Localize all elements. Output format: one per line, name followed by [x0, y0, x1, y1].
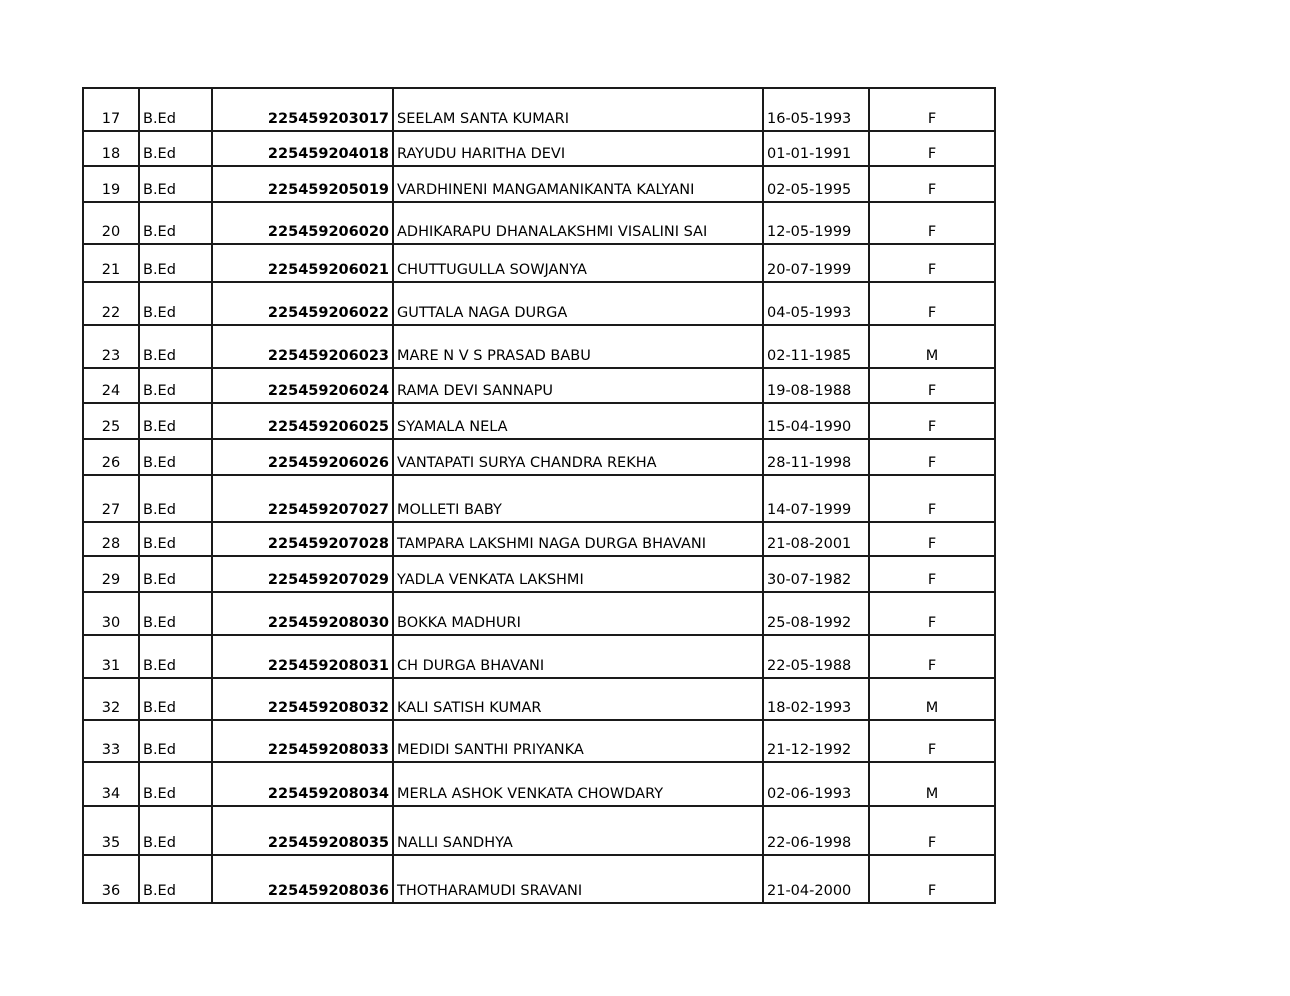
course-cell: B.Ed	[139, 368, 212, 403]
student-name-cell: GUTTALA NAGA DURGA	[393, 282, 763, 325]
course-cell: B.Ed	[139, 678, 212, 720]
date-of-birth-cell: 04-05-1993	[763, 282, 869, 325]
course-cell: B.Ed	[139, 475, 212, 522]
student-name-cell: CHUTTUGULLA SOWJANYA	[393, 244, 763, 282]
student-name-cell: THOTHARAMUDI SRAVANI	[393, 855, 763, 903]
student-name-cell: MERLA ASHOK VENKATA CHOWDARY	[393, 762, 763, 806]
serial-number-cell: 32	[83, 678, 139, 720]
table-row	[83, 678, 995, 720]
hall-ticket-number-cell: 225459208035	[212, 806, 393, 855]
serial-number-cell: 27	[83, 475, 139, 522]
hall-ticket-number-cell: 225459206024	[212, 368, 393, 403]
student-name-cell: MARE N V S PRASAD BABU	[393, 325, 763, 368]
table-row	[83, 244, 995, 282]
student-name-cell: RAYUDU HARITHA DEVI	[393, 131, 763, 166]
hall-ticket-number-cell: 225459206020	[212, 202, 393, 244]
course-cell: B.Ed	[139, 166, 212, 202]
serial-number-cell: 20	[83, 202, 139, 244]
student-name-cell: VANTAPATI SURYA CHANDRA REKHA	[393, 439, 763, 475]
student-name-cell: MOLLETI BABY	[393, 475, 763, 522]
gender-cell: M	[869, 762, 995, 806]
serial-number-cell: 23	[83, 325, 139, 368]
table-row	[83, 131, 995, 166]
table-row	[83, 556, 995, 592]
course-cell: B.Ed	[139, 592, 212, 635]
table-row	[83, 635, 995, 678]
gender-cell: F	[869, 439, 995, 475]
serial-number-cell: 19	[83, 166, 139, 202]
gender-cell: F	[869, 806, 995, 855]
student-name-cell: ADHIKARAPU DHANALAKSHMI VISALINI SAI	[393, 202, 763, 244]
hall-ticket-number-cell: 225459206022	[212, 282, 393, 325]
course-cell: B.Ed	[139, 202, 212, 244]
table-row	[83, 202, 995, 244]
serial-number-cell: 33	[83, 720, 139, 762]
serial-number-cell: 29	[83, 556, 139, 592]
serial-number-cell: 22	[83, 282, 139, 325]
course-cell: B.Ed	[139, 635, 212, 678]
serial-number-cell: 26	[83, 439, 139, 475]
course-cell: B.Ed	[139, 556, 212, 592]
date-of-birth-cell: 12-05-1999	[763, 202, 869, 244]
table-row	[83, 720, 995, 762]
course-cell: B.Ed	[139, 439, 212, 475]
date-of-birth-cell: 30-07-1982	[763, 556, 869, 592]
student-name-cell: NALLI SANDHYA	[393, 806, 763, 855]
gender-cell: F	[869, 88, 995, 131]
date-of-birth-cell: 02-11-1985	[763, 325, 869, 368]
course-cell: B.Ed	[139, 282, 212, 325]
hall-ticket-number-cell: 225459207029	[212, 556, 393, 592]
student-name-cell: KALI SATISH KUMAR	[393, 678, 763, 720]
gender-cell: F	[869, 855, 995, 903]
hall-ticket-number-cell: 225459206023	[212, 325, 393, 368]
gender-cell: F	[869, 282, 995, 325]
date-of-birth-cell: 14-07-1999	[763, 475, 869, 522]
date-of-birth-cell: 21-04-2000	[763, 855, 869, 903]
hall-ticket-number-cell: 225459207027	[212, 475, 393, 522]
table-row	[83, 282, 995, 325]
date-of-birth-cell: 20-07-1999	[763, 244, 869, 282]
student-table-body	[83, 88, 995, 903]
serial-number-cell: 31	[83, 635, 139, 678]
table-row	[83, 439, 995, 475]
student-name-cell: TAMPARA LAKSHMI NAGA DURGA BHAVANI	[393, 522, 763, 556]
hall-ticket-number-cell: 225459206021	[212, 244, 393, 282]
hall-ticket-number-cell: 225459206025	[212, 403, 393, 439]
student-name-cell: SYAMALA NELA	[393, 403, 763, 439]
serial-number-cell: 24	[83, 368, 139, 403]
date-of-birth-cell: 02-06-1993	[763, 762, 869, 806]
student-name-cell: MEDIDI SANTHI PRIYANKA	[393, 720, 763, 762]
course-cell: B.Ed	[139, 806, 212, 855]
serial-number-cell: 21	[83, 244, 139, 282]
table-row	[83, 855, 995, 903]
student-name-cell: CH DURGA BHAVANI	[393, 635, 763, 678]
student-name-cell: YADLA VENKATA LAKSHMI	[393, 556, 763, 592]
gender-cell: F	[869, 720, 995, 762]
serial-number-cell: 34	[83, 762, 139, 806]
serial-number-cell: 17	[83, 88, 139, 131]
gender-cell: F	[869, 368, 995, 403]
table-row	[83, 806, 995, 855]
date-of-birth-cell: 21-08-2001	[763, 522, 869, 556]
student-name-cell: VARDHINENI MANGAMANIKANTA KALYANI	[393, 166, 763, 202]
table-row	[83, 403, 995, 439]
gender-cell: F	[869, 131, 995, 166]
course-cell: B.Ed	[139, 403, 212, 439]
hall-ticket-number-cell: 225459206026	[212, 439, 393, 475]
hall-ticket-number-cell: 225459208031	[212, 635, 393, 678]
date-of-birth-cell: 25-08-1992	[763, 592, 869, 635]
gender-cell: F	[869, 475, 995, 522]
gender-cell: F	[869, 403, 995, 439]
course-cell: B.Ed	[139, 244, 212, 282]
table-row	[83, 475, 995, 522]
hall-ticket-number-cell: 225459208032	[212, 678, 393, 720]
gender-cell: F	[869, 635, 995, 678]
table-row	[83, 762, 995, 806]
course-cell: B.Ed	[139, 522, 212, 556]
gender-cell: F	[869, 522, 995, 556]
date-of-birth-cell: 28-11-1998	[763, 439, 869, 475]
table-row	[83, 88, 995, 131]
date-of-birth-cell: 15-04-1990	[763, 403, 869, 439]
student-name-cell: SEELAM SANTA KUMARI	[393, 88, 763, 131]
gender-cell: F	[869, 166, 995, 202]
date-of-birth-cell: 19-08-1988	[763, 368, 869, 403]
serial-number-cell: 30	[83, 592, 139, 635]
date-of-birth-cell: 01-01-1991	[763, 131, 869, 166]
hall-ticket-number-cell: 225459207028	[212, 522, 393, 556]
hall-ticket-number-cell: 225459203017	[212, 88, 393, 131]
serial-number-cell: 28	[83, 522, 139, 556]
course-cell: B.Ed	[139, 325, 212, 368]
student-name-cell: BOKKA MADHURI	[393, 592, 763, 635]
gender-cell: F	[869, 244, 995, 282]
table-row	[83, 522, 995, 556]
course-cell: B.Ed	[139, 131, 212, 166]
student-name-cell: RAMA DEVI SANNAPU	[393, 368, 763, 403]
gender-cell: F	[869, 592, 995, 635]
course-cell: B.Ed	[139, 855, 212, 903]
table-row	[83, 368, 995, 403]
student-list-sheet	[82, 87, 994, 904]
date-of-birth-cell: 22-06-1998	[763, 806, 869, 855]
gender-cell: F	[869, 202, 995, 244]
date-of-birth-cell: 02-05-1995	[763, 166, 869, 202]
hall-ticket-number-cell: 225459208033	[212, 720, 393, 762]
date-of-birth-cell: 22-05-1988	[763, 635, 869, 678]
date-of-birth-cell: 16-05-1993	[763, 88, 869, 131]
hall-ticket-number-cell: 225459204018	[212, 131, 393, 166]
gender-cell: F	[869, 556, 995, 592]
gender-cell: M	[869, 325, 995, 368]
hall-ticket-number-cell: 225459208034	[212, 762, 393, 806]
hall-ticket-number-cell: 225459205019	[212, 166, 393, 202]
hall-ticket-number-cell: 225459208036	[212, 855, 393, 903]
serial-number-cell: 25	[83, 403, 139, 439]
serial-number-cell: 36	[83, 855, 139, 903]
date-of-birth-cell: 21-12-1992	[763, 720, 869, 762]
course-cell: B.Ed	[139, 762, 212, 806]
hall-ticket-number-cell: 225459208030	[212, 592, 393, 635]
serial-number-cell: 18	[83, 131, 139, 166]
table-row	[83, 166, 995, 202]
course-cell: B.Ed	[139, 88, 212, 131]
date-of-birth-cell: 18-02-1993	[763, 678, 869, 720]
course-cell: B.Ed	[139, 720, 212, 762]
table-row	[83, 325, 995, 368]
student-table	[82, 87, 996, 904]
serial-number-cell: 35	[83, 806, 139, 855]
table-row	[83, 592, 995, 635]
gender-cell: M	[869, 678, 995, 720]
